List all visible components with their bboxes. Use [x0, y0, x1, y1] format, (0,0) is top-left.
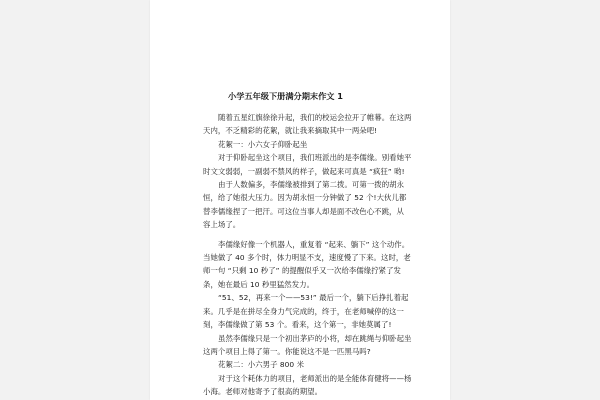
text-line: 条，她在最后 10 秒里猛然发力。 — [203, 279, 315, 289]
paragraph — [203, 372, 412, 399]
text-line: 随着五星红旗徐徐升起，我们的校运会拉开了帷幕。在这两 — [218, 113, 412, 122]
text-line: 天内，不乏精彩的花絮，就让我来摘取其中一两朵吧! — [203, 126, 378, 136]
text-line: 这两个项目上得了第一。你能说这不是一匹黑马吗? — [203, 346, 371, 356]
section-heading-2 — [203, 358, 403, 371]
text-line: 容上场了。 — [203, 220, 241, 230]
paragraph-intro — [203, 111, 412, 138]
paragraph — [203, 291, 409, 331]
paragraph — [203, 332, 412, 359]
text-line: 花絮二：小六男子 800 米 — [218, 360, 305, 370]
text-line: 由于人数偏多，李儒缘被排到了第二拨。可第一拨的胡永 — [218, 180, 405, 190]
text-line: 替李儒缘捏了一把汗。可这位当事人却是面不改色心不跳，从 — [203, 206, 404, 216]
paragraph — [203, 178, 407, 232]
document-body — [203, 111, 412, 399]
text-line: 刻，李儒缘做了第 53 个。看来，这个第一，非她莫属了! — [203, 320, 392, 330]
text-line: 时文文弱弱，一副弱不禁风的样子，做起来可真是 “疯狂” 哟! — [203, 166, 405, 176]
text-line: 师一句 “只剩 10 秒了” 的提醒似乎又一次给李儒缘拧紧了发 — [203, 266, 401, 276]
text-line: “51、52，再来一个——53!” 最后一个，躺下后挣扎着起 — [218, 293, 409, 303]
text-line: 恒，给了她很大压力。因为胡永恒一分钟做了 52 个!大伙儿都 — [203, 193, 407, 203]
text-line: 花絮一：小六女子仰卧起坐 — [218, 139, 308, 149]
text-line: 李儒缘好像一个机器人，重复着 “起来、躺下” 这个动作。 — [218, 239, 410, 249]
text-line: 虽然李儒缘只是一个初出茅庐的小将，却在跳绳与仰卧起坐 — [218, 333, 412, 343]
document-title: 小学五年级下册满分期末作文 1 — [228, 91, 343, 101]
text-line: 对于这个耗体力的项目，老师派出的是全能体育健将——杨 — [218, 373, 412, 383]
text-line: 来。几乎是在拼尽全身力气完成的，终于，在老师喊停的这一 — [203, 306, 404, 316]
paragraph — [203, 151, 412, 178]
section-heading-1 — [203, 138, 403, 151]
text-line: 当她做了 40 多个时，体力明显不支，速度慢了下来。这时，老 — [203, 253, 411, 263]
text-line: 对于仰卧起坐这个项目，我们班派出的是李儒缘。别看她平 — [218, 153, 412, 163]
text-line: 小海。老师对他寄予了很高的期望。 — [203, 387, 323, 397]
paragraph — [203, 238, 411, 292]
